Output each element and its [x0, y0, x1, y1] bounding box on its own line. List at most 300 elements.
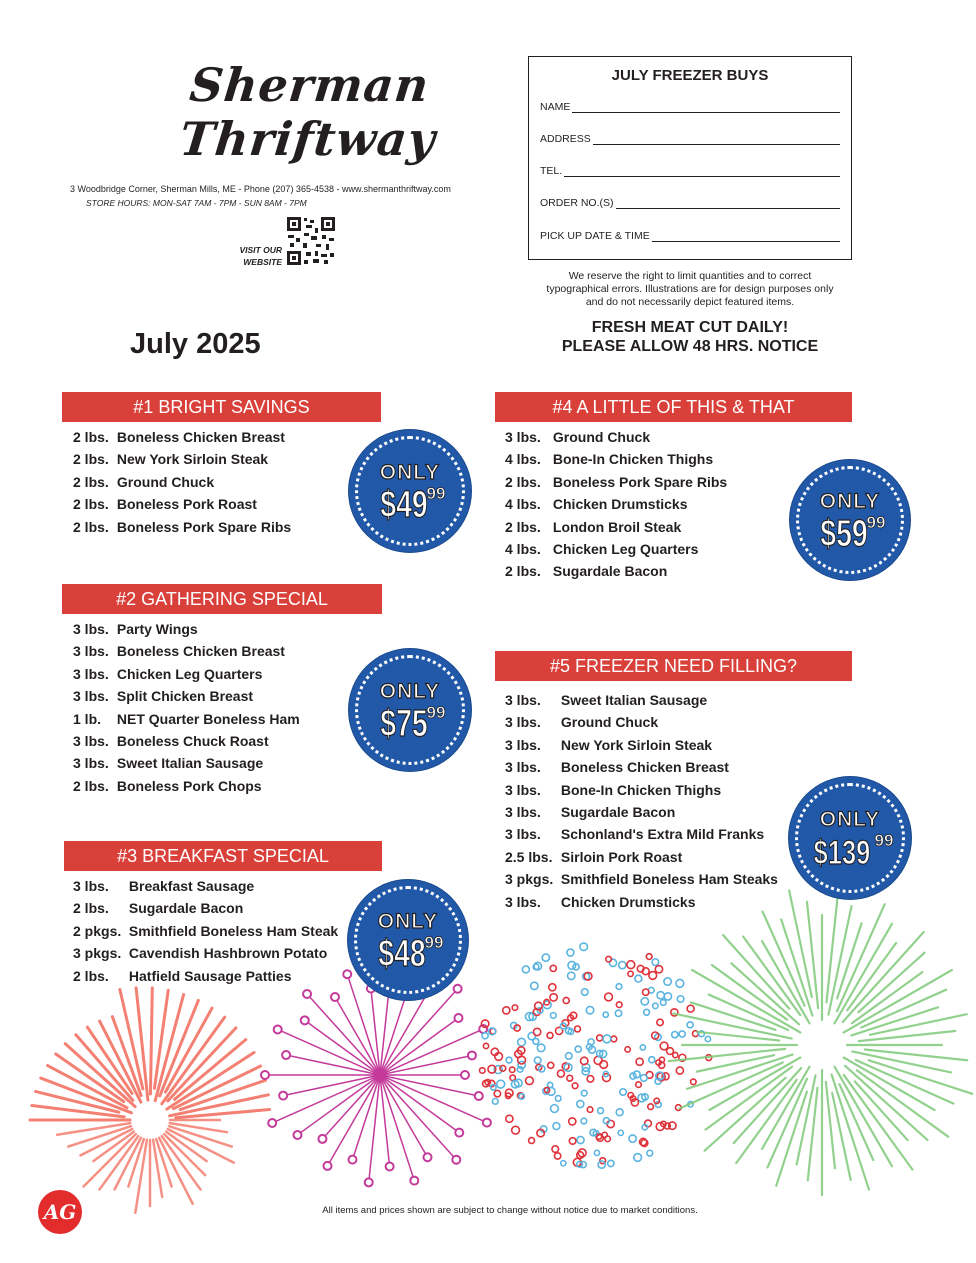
item-quantity: 2 lbs. — [73, 496, 109, 513]
firework-dot — [512, 1005, 517, 1010]
item-name: Boneless Chicken Breast — [116, 643, 285, 660]
firework-dot — [510, 1075, 515, 1080]
firework-spark — [410, 1177, 418, 1185]
special-item — [505, 496, 688, 512]
special-item — [505, 871, 778, 887]
firework-dot — [636, 1058, 643, 1065]
firework-dot — [568, 961, 576, 969]
item-quantity: 3 lbs. — [73, 755, 109, 772]
firework-dot — [641, 998, 648, 1005]
item-name: Chicken Drumsticks — [552, 496, 688, 513]
special-item — [73, 429, 285, 445]
firework-dot — [492, 1098, 498, 1104]
special-item — [73, 474, 214, 490]
item-quantity: 3 lbs. — [505, 714, 541, 731]
firework-dot — [620, 1089, 627, 1096]
item-name: Breakfast Sausage — [128, 878, 255, 894]
special-item — [73, 621, 198, 637]
badge-price-dollars: $48 — [378, 933, 426, 976]
special-item — [505, 782, 721, 798]
firework-spark — [301, 1016, 309, 1024]
disclaimer-text — [525, 270, 855, 309]
firework-dot — [705, 1036, 710, 1041]
firework-streak — [865, 1049, 967, 1060]
firework-dot — [577, 1100, 584, 1107]
firework-dot — [616, 1109, 623, 1116]
item-name: NET Quarter Boneless Ham — [116, 710, 300, 727]
firework-dot — [687, 1005, 694, 1012]
firework-dot — [553, 1123, 560, 1130]
special-item — [73, 923, 338, 939]
firework-dot — [509, 1067, 514, 1072]
firework-spark — [268, 1119, 276, 1127]
firework-dot — [537, 1044, 545, 1052]
firework-dot — [580, 943, 588, 951]
firework-dot — [636, 1082, 642, 1088]
firework-streak — [859, 1031, 955, 1041]
firework-dot — [676, 1067, 683, 1074]
item-name: Ground Chuck — [560, 714, 659, 731]
item-name: New York Sirloin Steak — [560, 736, 713, 753]
firework-dot — [548, 1062, 554, 1068]
firework-dot — [581, 1118, 587, 1124]
firework-dot — [569, 1138, 576, 1145]
special-item — [73, 733, 269, 749]
store-hours: STORE HOURS: MON-SAT 7AM - 7PM - SUN 8AM - 7PM — [86, 198, 307, 208]
firework-streak — [826, 890, 838, 1002]
special-item — [505, 563, 667, 579]
firework-dot — [557, 1070, 564, 1077]
item-name: New York Sirloin Steak — [116, 451, 269, 468]
firework-spark — [293, 1131, 301, 1139]
item-name: Bone-In Chicken Thighs — [560, 781, 722, 798]
field-label: NAME — [540, 101, 571, 113]
firework-dot — [526, 1077, 534, 1085]
firework-dot — [643, 989, 649, 995]
firework-dot — [529, 1138, 535, 1144]
firework-spark — [318, 1135, 326, 1143]
field-label: ADDRESS — [540, 133, 591, 145]
firework-dot — [586, 1006, 593, 1013]
disclaimer-line: We reserve the right to limit quantities and to correct — [568, 270, 812, 282]
visit-label-line1: VISIT OUR — [239, 245, 282, 255]
item-quantity: 2 lbs. — [73, 518, 109, 535]
badge-only-label: ONLY — [379, 461, 441, 484]
firework-dot — [506, 1057, 512, 1063]
badge-only-label: ONLY — [819, 808, 881, 831]
firework-spark — [461, 1071, 469, 1079]
visit-website-label — [222, 244, 282, 268]
firework-dot — [522, 966, 529, 973]
firework-dot — [660, 1000, 666, 1006]
firework-dot — [533, 1028, 540, 1035]
item-name: Boneless Chicken Breast — [560, 759, 729, 776]
firework-dot — [587, 1076, 594, 1083]
fresh-line: FRESH MEAT CUT DAILY! — [591, 319, 789, 336]
firework-dot — [597, 1035, 603, 1041]
firework-spark — [348, 1156, 356, 1164]
item-name: Party Wings — [116, 621, 198, 637]
firework-dot — [677, 996, 684, 1003]
firework-dot — [563, 997, 569, 1003]
firework-dot — [649, 972, 657, 980]
firework-ray — [272, 1075, 380, 1123]
firework-dot — [549, 984, 556, 991]
special-item — [505, 692, 707, 708]
item-name: Boneless Pork Chops — [116, 777, 262, 794]
special-banner-1: #1 BRIGHT SAVINGS — [62, 392, 381, 422]
price-badge-3 — [348, 880, 468, 1000]
firework-dot — [600, 1061, 608, 1069]
store-logo-line1: Sherman — [187, 58, 432, 112]
item-name: Schonland's Extra Mild Franks — [560, 826, 765, 843]
badge-price-dollars: $75 — [380, 703, 428, 746]
item-name: Sugardale Bacon — [128, 900, 244, 917]
firework-spark — [454, 1014, 462, 1022]
firework-dot — [641, 1075, 648, 1082]
item-quantity: 3 lbs. — [73, 643, 109, 660]
badge-price-dollars: $49 — [380, 484, 428, 527]
disclaimer-line: and do not necessarily depict featured items. — [585, 296, 795, 308]
firework-dot — [618, 1130, 623, 1135]
special-item — [73, 968, 292, 984]
pickup-date-field[interactable] — [540, 230, 840, 242]
firework-dot — [603, 1035, 611, 1043]
firework-spark — [282, 1051, 290, 1059]
item-quantity: 3 lbs. — [73, 688, 109, 705]
fresh-line: PLEASE ALLOW 48 HRS. NOTICE — [561, 338, 819, 355]
firework-dot — [652, 959, 659, 966]
firework-ray — [307, 994, 380, 1075]
item-quantity: 2 lbs. — [505, 518, 541, 535]
item-name: Hatfield Sausage Patties — [128, 967, 292, 984]
special-item — [73, 519, 291, 535]
item-name: Sweet Italian Sausage — [116, 755, 264, 772]
badge-price-dollars: $139 — [813, 834, 871, 872]
special-item — [505, 826, 764, 842]
firework-dot — [634, 1154, 642, 1162]
price-badge-5 — [789, 777, 911, 899]
firework-dot — [653, 1003, 658, 1008]
firework-spark — [424, 1153, 432, 1161]
store-logo-line2: Thriftway — [177, 112, 439, 166]
item-quantity: 3 lbs. — [73, 733, 109, 749]
special-banner-3: #3 BREAKFAST SPECIAL — [64, 841, 382, 871]
firework-dot — [581, 1090, 587, 1096]
firework-dot — [672, 1032, 678, 1038]
price-badge-1 — [349, 430, 471, 552]
firework-dot — [629, 1135, 636, 1142]
firework-dot — [667, 1048, 674, 1055]
item-quantity: 2.5 lbs. — [505, 848, 553, 865]
special-item — [73, 711, 300, 727]
firework-dot — [616, 1002, 622, 1008]
item-name: London Broil Steak — [552, 518, 682, 535]
special-item — [73, 666, 262, 682]
firework-dot — [608, 1160, 614, 1166]
firework-spark — [468, 1051, 476, 1059]
firework-dot — [581, 989, 588, 996]
item-name: Sirloin Pork Roast — [560, 848, 683, 865]
firework-dot — [542, 954, 549, 961]
firework-dot — [550, 994, 557, 1001]
firework-dot — [483, 1043, 488, 1048]
firework-dot — [531, 982, 538, 989]
firework-spark — [324, 1162, 332, 1170]
ag-logo: AG — [38, 1190, 82, 1234]
special-item — [505, 451, 713, 467]
item-quantity: 2 lbs. — [73, 900, 109, 917]
visit-label-line2: WEBSITE — [243, 257, 282, 267]
firework-dot — [687, 1022, 693, 1028]
firework-spark — [331, 993, 339, 1001]
price-badge-2 — [349, 649, 471, 771]
item-quantity: 2 lbs. — [505, 563, 541, 580]
item-name: Chicken Leg Quarters — [552, 541, 699, 557]
firework-streak — [120, 989, 143, 1088]
firework-dot — [575, 1026, 581, 1032]
firework-dot — [655, 966, 662, 973]
firework-dot — [551, 1105, 559, 1113]
badge-only-label: ONLY — [377, 910, 439, 933]
item-quantity: 3 lbs. — [505, 736, 541, 753]
firework-dot — [603, 1012, 608, 1017]
firework-dot — [550, 1013, 556, 1019]
special-item — [505, 804, 675, 820]
firework-dot — [550, 965, 556, 971]
firework-dot — [679, 1031, 685, 1037]
firework-dot — [533, 1038, 539, 1044]
firework-streak — [856, 1060, 954, 1104]
firework-dot — [575, 1046, 581, 1052]
item-quantity: 4 lbs. — [505, 496, 541, 513]
store-address: 3 Woodbridge Corner, Sherman Mills, ME - Phone (207) 365-4538 - www.shermanthriftway.com — [70, 184, 451, 194]
firework-streak — [669, 1049, 785, 1061]
order-number-field[interactable] — [540, 197, 840, 209]
telephone-field[interactable] — [540, 165, 840, 177]
item-quantity: 2 pkgs. — [73, 922, 122, 939]
firework-ray — [380, 989, 458, 1075]
firework-dot — [598, 1108, 604, 1114]
item-quantity: 3 lbs. — [505, 692, 541, 708]
firework-dot — [480, 1068, 486, 1074]
firework-dot — [518, 1056, 526, 1064]
firework-spark — [386, 1162, 394, 1170]
item-name: Smithfield Boneless Ham Steak — [128, 922, 339, 939]
firework-spark — [452, 1156, 460, 1164]
item-quantity: 2 lbs. — [73, 967, 109, 984]
item-quantity: 3 lbs. — [73, 621, 109, 637]
special-item — [505, 894, 696, 910]
special-item — [73, 900, 243, 916]
special-item — [73, 451, 268, 467]
item-quantity: 2 lbs. — [73, 777, 109, 794]
firework-dot — [644, 1009, 650, 1015]
firework-dot — [657, 992, 664, 999]
item-quantity: 2 lbs. — [73, 451, 109, 468]
item-name: Ground Chuck — [552, 429, 651, 445]
firework-streak — [170, 1123, 227, 1132]
firework-dot — [552, 1146, 559, 1153]
item-quantity: 3 lbs. — [73, 665, 109, 682]
item-name: Split Chicken Breast — [116, 688, 254, 705]
firework-spark — [483, 1119, 491, 1127]
firework-dot — [664, 993, 671, 1000]
special-banner-2: #2 GATHERING SPECIAL — [62, 584, 382, 614]
firework-streak — [845, 1066, 927, 1140]
firework-dot — [568, 972, 575, 979]
firework-dot — [619, 961, 626, 968]
name-field[interactable] — [540, 101, 840, 113]
firework-dot — [577, 1152, 584, 1159]
special-item — [505, 849, 682, 865]
badge-only-label: ONLY — [379, 680, 441, 703]
item-name: Bone-In Chicken Thighs — [552, 451, 714, 468]
item-quantity: 2 lbs. — [73, 473, 109, 490]
item-quantity: 3 lbs. — [505, 893, 541, 910]
badge-price-cents: 99 — [874, 831, 894, 850]
firework-streak — [168, 1028, 236, 1101]
footer-note: All items and prices shown are subject to change without notice due to market conditions. — [322, 1205, 698, 1216]
item-name: Sugardale Bacon — [560, 804, 676, 820]
item-quantity: 3 lbs. — [505, 826, 541, 843]
qr-code-icon[interactable] — [286, 216, 336, 266]
item-quantity: 2 lbs. — [73, 429, 109, 445]
firework-dot — [628, 971, 633, 976]
special-item — [505, 519, 681, 535]
item-name: Ground Chuck — [116, 473, 215, 490]
firework-dot — [594, 1150, 599, 1155]
order-form-title: JULY FREEZER BUYS — [611, 67, 769, 84]
firework-ray — [380, 1029, 483, 1075]
firework-spark — [455, 1129, 463, 1137]
firework-dot — [567, 949, 574, 956]
field-label: PICK UP DATE & TIME — [540, 230, 650, 242]
item-quantity: 4 lbs. — [505, 451, 541, 468]
item-name: Boneless Chuck Roast — [116, 733, 269, 749]
firework-streak — [797, 1075, 816, 1164]
disclaimer-line: typographical errors. Illustrations are for design purposes only — [546, 283, 834, 295]
flyer-month: July 2025 — [130, 328, 261, 360]
item-quantity: 3 lbs. — [73, 878, 109, 894]
fresh-meat-notice — [520, 318, 860, 356]
firework-dot — [567, 1075, 573, 1081]
firework-dot — [512, 1126, 520, 1134]
firework-spark — [365, 1178, 373, 1186]
firework-spark — [303, 990, 311, 998]
firework-spark — [261, 1071, 269, 1079]
special-item — [73, 778, 262, 794]
firework-dot — [659, 1057, 664, 1062]
item-name: Cavendish Hashbrown Potato — [128, 945, 328, 962]
item-quantity: 2 lbs. — [505, 473, 541, 490]
item-name: Boneless Pork Roast — [116, 496, 257, 513]
firework-ray — [380, 1075, 456, 1160]
firework-dot — [616, 984, 622, 990]
badge-price-cents: 99 — [426, 703, 446, 722]
badge-price-cents: 99 — [426, 484, 446, 503]
special-item — [505, 759, 729, 775]
item-quantity: 3 pkgs. — [505, 871, 554, 888]
firework-dot — [615, 1010, 621, 1016]
order-form — [528, 56, 852, 260]
item-name: Chicken Leg Quarters — [116, 665, 263, 682]
firework-dot — [664, 978, 671, 985]
firework-dot — [572, 1083, 578, 1089]
firework-spark — [279, 1092, 287, 1100]
special-item — [73, 643, 285, 659]
item-name: Sugardale Bacon — [552, 563, 668, 580]
firework-dot — [547, 1032, 553, 1038]
special-item — [505, 474, 727, 490]
special-item — [73, 688, 253, 704]
firework-streak — [84, 1134, 136, 1186]
firework-dot — [587, 1107, 593, 1113]
badge-price-dollars: $59 — [820, 513, 868, 556]
firework-dot — [598, 1161, 605, 1168]
badge-only-label: ONLY — [819, 490, 881, 513]
special-item — [505, 714, 658, 730]
field-label: TEL. — [540, 165, 563, 177]
item-quantity: 3 lbs. — [505, 781, 541, 798]
firework-dot — [506, 1115, 513, 1122]
firework-ray — [278, 1029, 380, 1075]
special-item — [505, 541, 698, 557]
item-quantity: 3 lbs. — [505, 429, 541, 445]
firework-dot — [657, 1019, 663, 1025]
firework-dot — [640, 1045, 645, 1050]
firework-dot — [611, 1036, 617, 1042]
item-name: Boneless Chicken Breast — [116, 429, 285, 445]
special-item — [505, 429, 650, 445]
firework-dot — [627, 961, 635, 969]
badge-price-cents: 99 — [424, 933, 444, 952]
item-name: Chicken Drumsticks — [560, 893, 696, 910]
firework-ray — [380, 1075, 487, 1123]
field-label: ORDER NO.(S) — [540, 197, 614, 209]
firework-dot — [577, 1136, 584, 1143]
firework-dot — [605, 993, 613, 1001]
firework-dot — [635, 975, 642, 982]
firework-dot — [646, 954, 652, 960]
special-banner-4: #4 A LITTLE OF THIS & THAT — [495, 392, 852, 422]
item-quantity: 1 lb. — [73, 710, 102, 727]
firework-streak — [852, 1051, 951, 1072]
special-item — [73, 755, 263, 771]
firework-dot — [534, 1057, 541, 1064]
special-item — [73, 945, 327, 961]
item-name: Boneless Pork Spare Ribs — [116, 518, 292, 535]
item-name: Sweet Italian Sausage — [560, 692, 708, 708]
firework-streak — [153, 1140, 162, 1197]
firework-dot — [625, 1047, 630, 1052]
firework-streak — [150, 988, 152, 1094]
firework-dot — [497, 1080, 505, 1088]
item-name: Smithfield Boneless Ham Steaks — [560, 871, 778, 888]
item-name: Boneless Pork Spare Ribs — [552, 473, 728, 490]
special-item — [505, 737, 712, 753]
firework-ray — [322, 1075, 380, 1139]
firework-dot — [648, 1104, 654, 1110]
address-field[interactable] — [540, 133, 840, 145]
badge-price-cents: 99 — [866, 513, 886, 532]
item-quantity: 3 lbs. — [505, 759, 541, 776]
firework-dot — [554, 1153, 560, 1159]
price-badge-4 — [790, 460, 910, 580]
firework-dot — [649, 1057, 655, 1063]
firework-dot — [676, 979, 684, 987]
firework-spark — [274, 1025, 282, 1033]
